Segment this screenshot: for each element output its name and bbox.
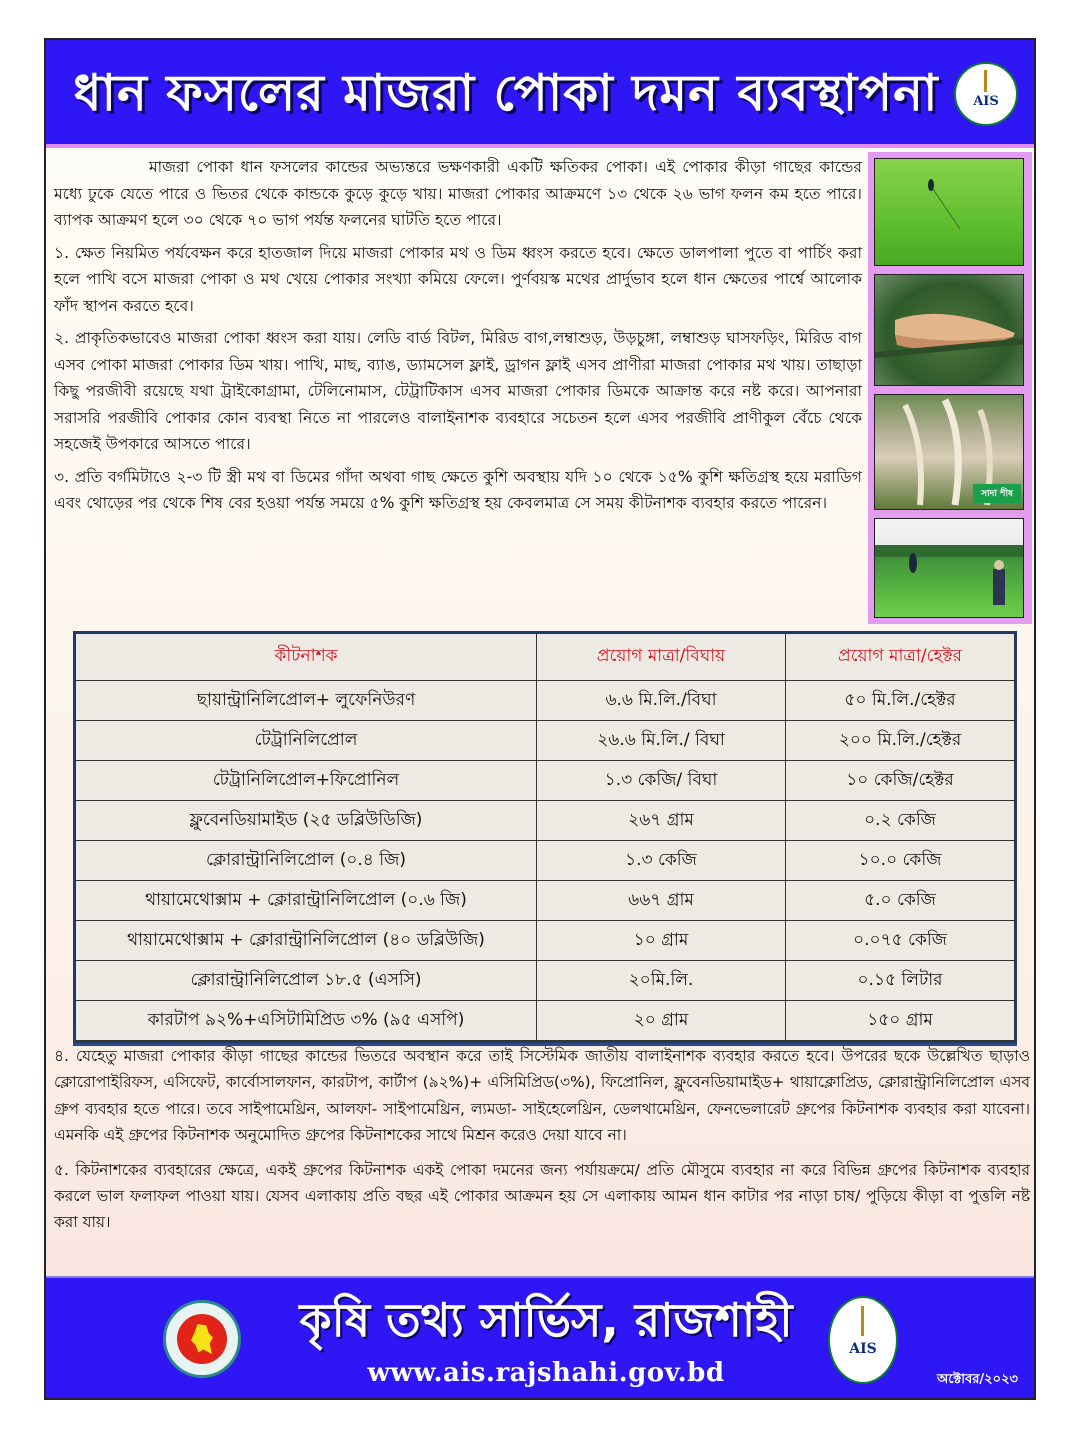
insecticide-name: থায়ামেথোক্সাম + ক্লোরান্ট্রানিলিপ্রোল (০.৬ জি) bbox=[76, 881, 537, 921]
footer-banner bbox=[46, 1276, 1034, 1400]
table-row bbox=[76, 841, 1015, 881]
government-seal-icon bbox=[163, 1300, 241, 1378]
table-row bbox=[76, 761, 1015, 801]
photo-panel bbox=[868, 152, 1032, 624]
perching-field-photo bbox=[874, 518, 1024, 618]
intro-paragraph: মাজরা পোকা ধান ফসলের কান্ডের অভ্যন্তরে ভক্ষণকারী একটি ক্ষতিকর পোকা। এই পোকার কীড়া গাছের কান্ডের মধ্যে ঢুকে যেতে পারে ও ভিতর থেকে কান্ডকে কুড়ে কুড়ে খায়। মাজরা পোকার আক্রমণে ১৩ থেকে ২৬ ভাগ ফলন কম হতে পারে। ব্যাপক আক্রমণ হলে ৩০ থেকে ৭০ ভাগ পর্যন্ত ফলনের ঘাটতি হতে পারে। bbox=[54, 158, 862, 229]
insecticide-name: ক্লোরান্ট্রানিলিপ্রোল ১৮.৫ (এসসি) bbox=[76, 961, 537, 1001]
dose-per-bigha: ১.৩ কেজি bbox=[537, 841, 786, 881]
stem-borer-moth-photo bbox=[874, 274, 1024, 386]
intro-section bbox=[54, 154, 862, 523]
poster bbox=[44, 38, 1036, 1400]
website-url[interactable]: www.ais.rajshahi.gov.bd bbox=[367, 1358, 725, 1388]
point-1: ১. ক্ষেত নিয়মিত পর্যবেক্ষন করে হাতজাল দিয়ে মাজরা পোকার মথ ও ডিম ধ্বংস করতে হবে। ক্ষেতে ডালপালা পুতে বা পার্চিং করা হলে পাখি বসে মাজরা পোকা ও মথ খেয়ে পোকার সংখ্যা কমিয়ে ফেলে। পুর্ণবয়স্ক মথের প্রার্দুভাব হলে ধান ক্ষেতের পার্শ্বে আলোক ফাঁদ স্থাপন করতে হবে। bbox=[54, 243, 862, 315]
insecticide-name: ছায়ান্ট্রানিলিপ্রোল+ লুফেনিউরণ bbox=[76, 681, 537, 721]
insecticide-name: কারটাপ ৯২%+এসিটামিপ্রিড ৩% (৯৫ এসপি) bbox=[76, 1001, 537, 1041]
insecticide-name: টেট্রানিলিপ্রোল bbox=[76, 721, 537, 761]
dose-per-hectare: ০.০৭৫ কেজি bbox=[786, 921, 1015, 961]
point-5: ৫. কিটনাশকের ব্যবহারের ক্ষেত্রে, একই গ্রুপের কিটনাশক একই পোকা দমনের জন্য পর্যায়ক্রমে/ প্রতি মৌসুমে ব্যবহার না করে বিভিন্ন গ্রুপের কিটনাশক ব্যবহার করলে ভাল ফলাফল পাওয়া যায়। যেসব এলাকায় প্রতি বছর এই পোকার আক্রমন হয় সে এলাকায় আমন ধান কাটার পর নাড়া চাষ/ পুড়িয়ে কীড়া বা পুত্তলি নষ্ট করা যায়। bbox=[54, 1160, 1030, 1232]
dose-per-hectare: ৫০ মি.লি./হেক্টর bbox=[786, 681, 1015, 721]
insecticide-name: ফ্লুবেনডিয়ামাইড (২৫ ডব্লিউডিজি) bbox=[76, 801, 537, 841]
table-row bbox=[76, 961, 1015, 1001]
point-3: ৩. প্রতি বর্গমিটাওে ২-৩ টি স্ত্রী মথ বা ডিমের গাঁদা অথবা গাছ ক্ষেতে কুশি অবস্থায় যদি ১০ থেকে ১৫% কুশি ক্ষতিগ্রস্থ হয়ে মরাডিগ এবং থোড়ের পর থেকে শিষ বের হওয়া পর্যন্ত সময়ে ৫% কুশি ক্ষতিগ্রস্থ হয় কেবলমাত্র সে সময় কীটনাশক ব্যবহার করতে পারেন। bbox=[54, 467, 862, 512]
dose-per-hectare: ৫.০ কেজি bbox=[786, 881, 1015, 921]
table-row bbox=[76, 881, 1015, 921]
dose-per-bigha: ২৬৭ গ্রাম bbox=[537, 801, 786, 841]
dose-per-bigha: ৬৬৭ গ্রাম bbox=[537, 881, 786, 921]
dose-per-hectare: ২০০ মি.লি./হেক্টর bbox=[786, 721, 1015, 761]
ais-logo-icon: AIS bbox=[954, 62, 1018, 126]
table-row bbox=[76, 681, 1015, 721]
dose-per-bigha: ২০ গ্রাম bbox=[537, 1001, 786, 1041]
publication-date: অক্টোবর/২০২৩ bbox=[936, 1372, 1018, 1387]
table-row bbox=[76, 921, 1015, 961]
table-row bbox=[76, 721, 1015, 761]
page-title: ধান ফসলের মাজরা পোকা দমন ব্যবস্থাপনা bbox=[73, 64, 939, 122]
rice-field-bird-photo bbox=[874, 158, 1024, 266]
dose-per-bigha: ৬.৬ মি.লি./বিঘা bbox=[537, 681, 786, 721]
lower-section bbox=[54, 1043, 1030, 1244]
insecticide-table bbox=[73, 631, 1017, 1043]
table-header-row bbox=[76, 634, 1015, 681]
dose-per-hectare: ১০.০ কেজি bbox=[786, 841, 1015, 881]
white-head-rice-photo bbox=[874, 394, 1024, 510]
dose-per-bigha: ২৬.৬ মি.লি./ বিঘা bbox=[537, 721, 786, 761]
insecticide-name: টেট্রানিলিপ্রোল+ফিপ্রোনিল bbox=[76, 761, 537, 801]
insecticide-name: থায়ামেথোক্সাম + ক্লোরান্ট্রানিলিপ্রোল (৪০ ডব্লিউজি) bbox=[76, 921, 537, 961]
table-row bbox=[76, 1001, 1015, 1041]
table-row bbox=[76, 801, 1015, 841]
moth-icon bbox=[875, 275, 1024, 386]
dose-per-hectare: ০.১৫ লিটার bbox=[786, 961, 1015, 1001]
dose-per-hectare: ০.২ কেজি bbox=[786, 801, 1015, 841]
point-4: ৪. যেহেতু মাজরা পোকার কীড়া গাছের কান্ডের ভিতরে অবস্থান করে তাই সিস্টেমিক জাতীয় বালাইনাশক ব্যবহার করতে হবে। উপরের ছকে উল্লেখিত ছাড়াও ক্লোরোপাইরিফস, এসিফেট, কার্বোসালফান, কারটাপ, কার্টাপ (৯২%)+ এসিমিপ্রিড(৩%), ফিপ্রোনিল, ফ্লুবেনডিয়ামাইড+ থায়াক্লোপ্রিড, ক্লোরান্ট্রানিলিপ্রোল এসব গ্রুপ ব্যবহার হতে পারে। তবে সাইপামেথ্রিন, আলফা- সাইপামেথ্রিন, ল্যমডা- সাইহেলেথ্রিন, ডেলথামেথ্রিন, ফেনভেলারেট গ্রুপের কিটনাশক ব্যবহার করা যাবেনা। এমনকি এই গ্রুপের কিটনাশক অনুমোদিত গ্রুপের কিটনাশকের সাথে মিশ্রন করেও দেয়া যাবে না। bbox=[54, 1047, 1030, 1145]
point-2: ২. প্রাকৃতিকভাবেও মাজরা পোকা ধ্বংস করা যায়। লেডি বার্ড বিটল, মিরিড বাগ,লম্বাশুড়, উড়চুঙ্গা, লম্বাশুড় ঘাসফড়িং, মিরিড বাগ এসব পোকা মাজরা পোকার ডিম খায়। পাখি, মাছ, ব্যাঙ, ড্যামসেল ফ্লাই, ড্রাগন ফ্লাই এসব প্রাণীরা মাজরা পোকার মথ খায়। তাছাড়া কিছু পরজীবী রয়েছে যথা ট্রাইকোগ্রামা, টেলিনোমাস, টেট্রাটিকাস এসব মাজরা পোকার ডিমকে আক্রান্ত করে নষ্ট করে। আপনারা সরাসরি পরজীবি পোকার কোন ব্যবস্থা নিতে না পারলেও বালাইনাশক ব্যবহারে সচেতন হলে এসব পরজীবি প্রাণীকুল বেঁচে থেকে সহজেই উপকারে আসতে পারে। bbox=[54, 329, 862, 453]
header-dose-bigha: প্রয়োগ মাত্রা/বিঘায় bbox=[537, 634, 786, 681]
white-head-caption: সাদা শীষ bbox=[973, 484, 1021, 503]
bird-on-stalk-icon bbox=[875, 159, 1024, 266]
dose-per-bigha: ১.৩ কেজি/ বিঘা bbox=[537, 761, 786, 801]
dose-per-bigha: ১০ গ্রাম bbox=[537, 921, 786, 961]
header-banner bbox=[46, 40, 1034, 148]
organization-name: কৃষি তথ্য সার্ভিস, রাজশাহী bbox=[299, 1293, 793, 1347]
dose-per-hectare: ১৫০ গ্রাম bbox=[786, 1001, 1015, 1041]
header-insecticide: কীটনাশক bbox=[76, 634, 537, 681]
dose-per-hectare: ১০ কেজি/হেক্টর bbox=[786, 761, 1015, 801]
dose-per-bigha: ২০মি.লি. bbox=[537, 961, 786, 1001]
insecticide-name: ক্লোরান্ট্রানিলিপ্রোল (০.৪ জি) bbox=[76, 841, 537, 881]
header-dose-hectare: প্রয়োগ মাত্রা/হেক্টর bbox=[786, 634, 1015, 681]
scarecrow-icon bbox=[875, 519, 1024, 618]
ais-logo-icon: AIS bbox=[828, 1296, 898, 1384]
